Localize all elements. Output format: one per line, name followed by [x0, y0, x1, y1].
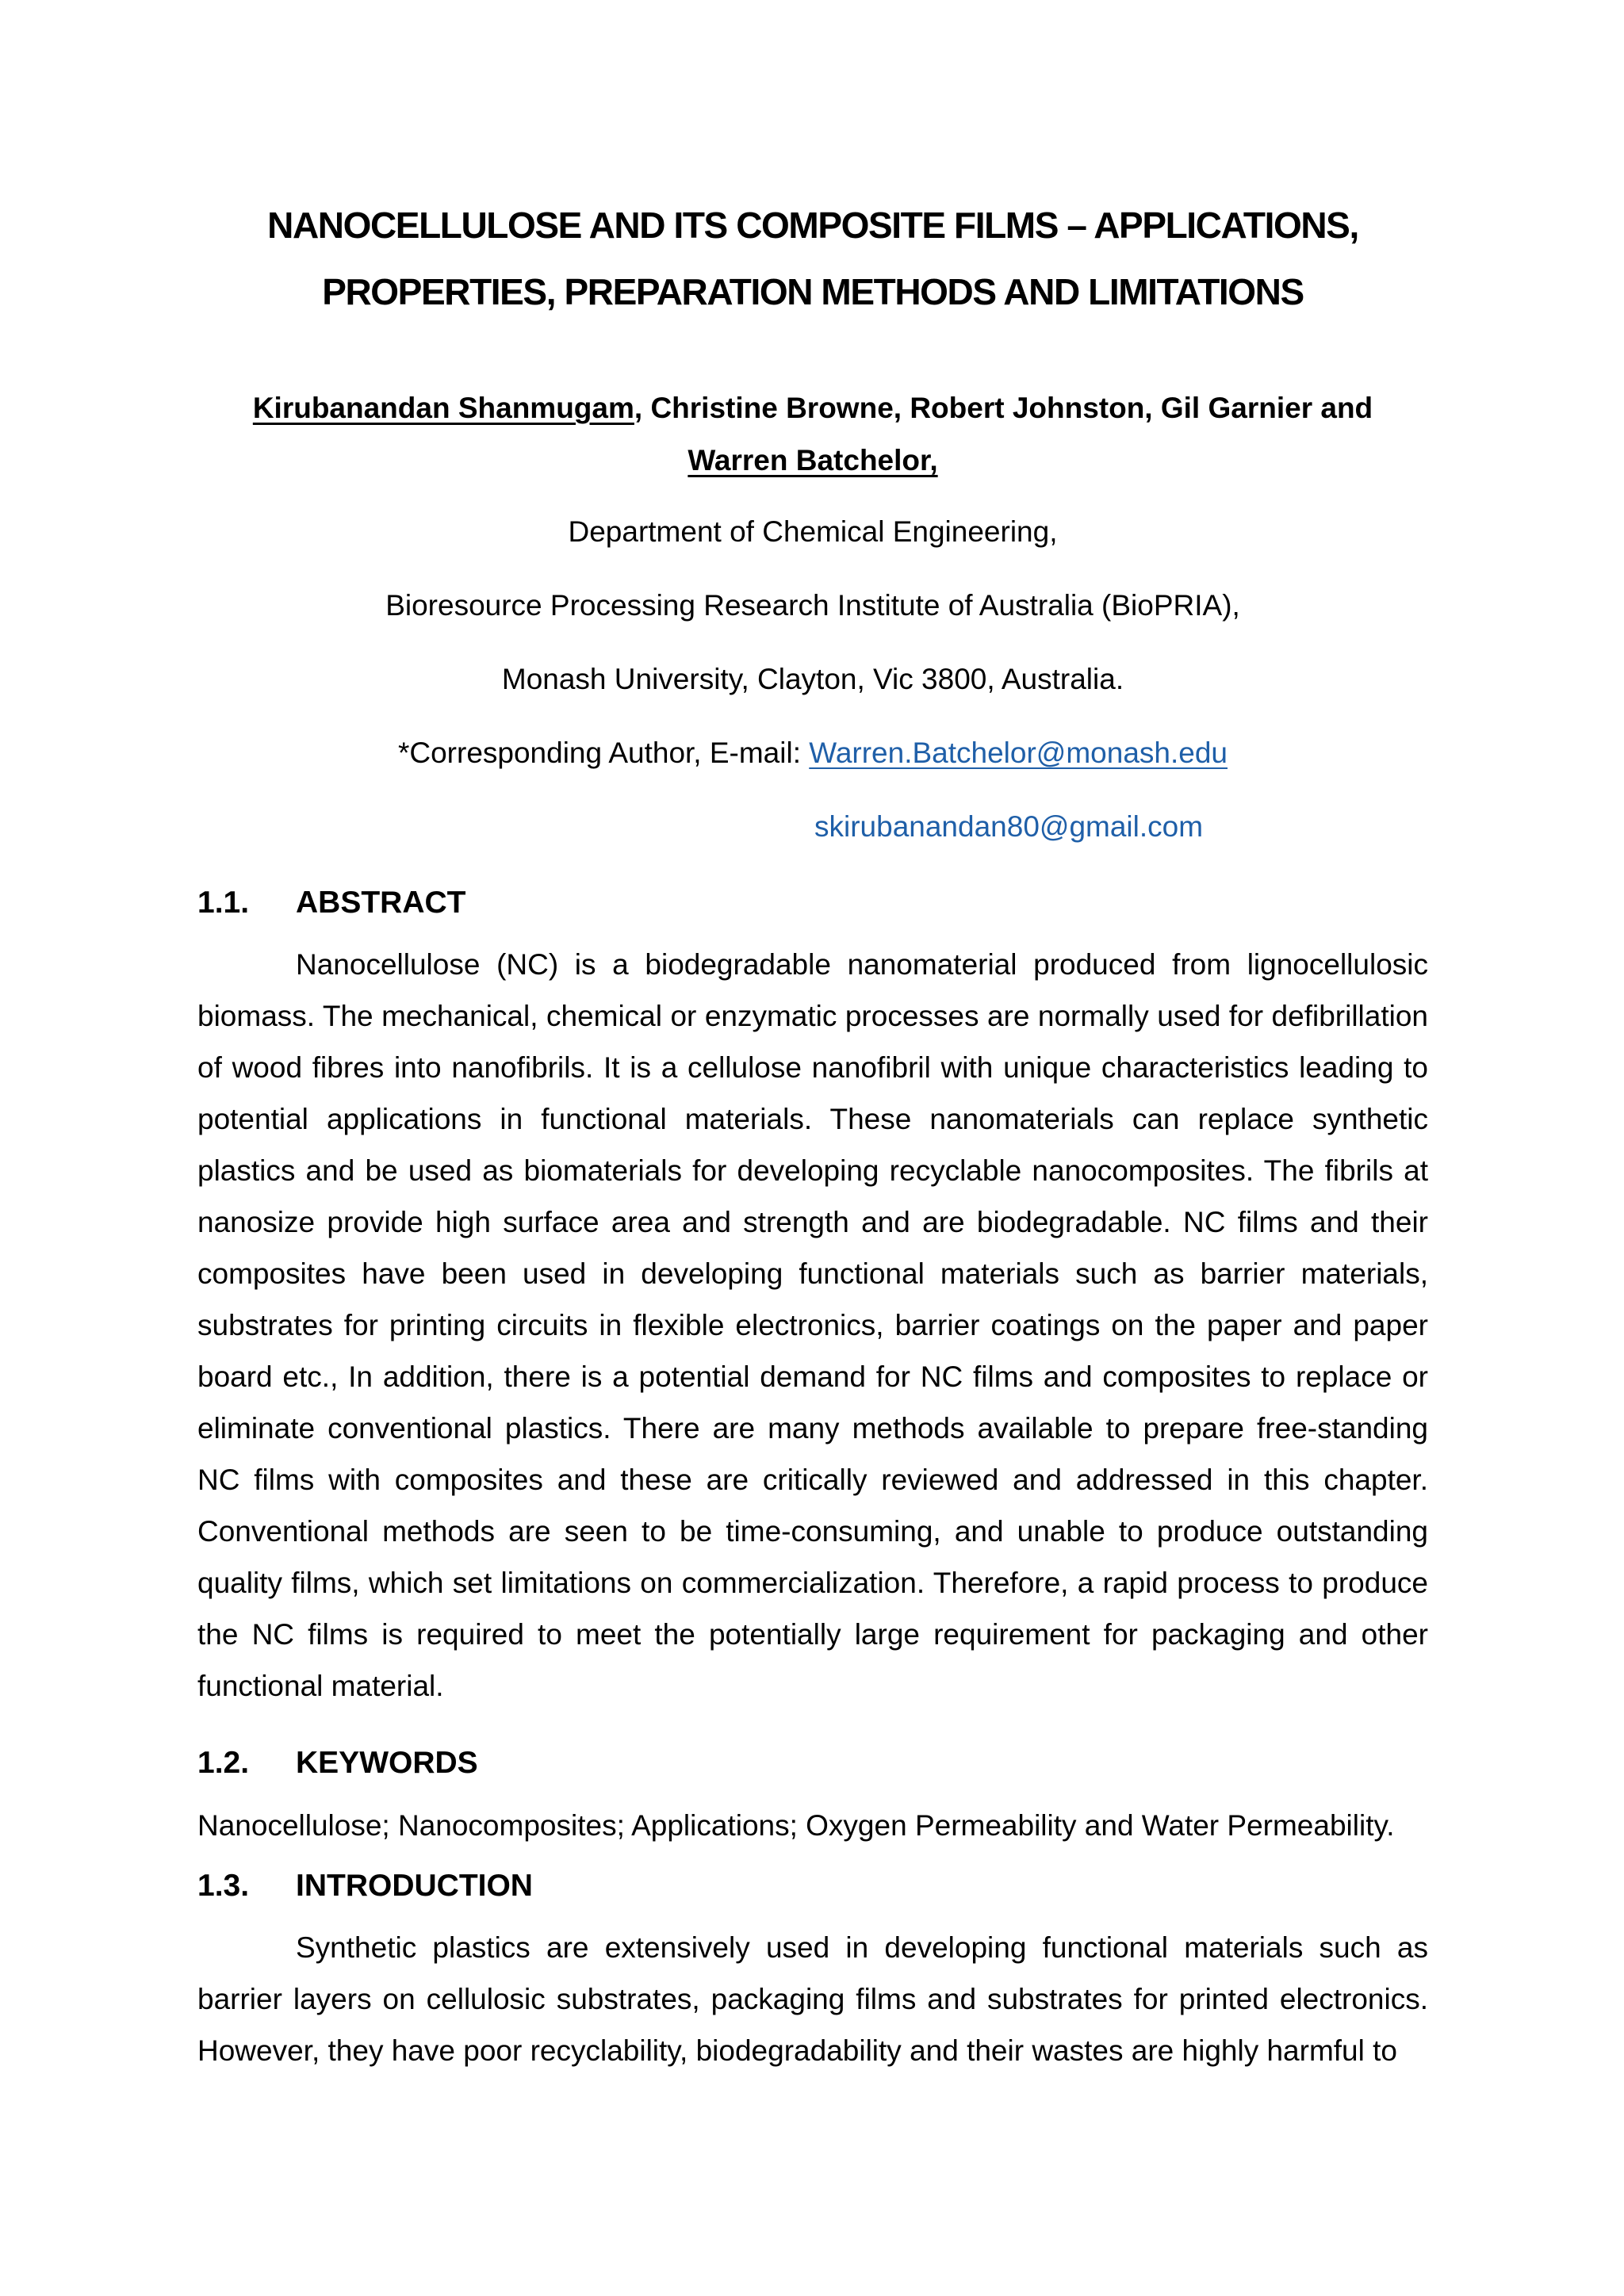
paper-title [198, 192, 1427, 325]
title-line-2: PROPERTIES, PREPARATION METHODS AND LIMITATIONS [322, 271, 1304, 312]
author-name-corresponding: Warren Batchelor, [688, 444, 938, 476]
section-number: 1.3. [197, 1869, 250, 1903]
abstract-text: Nanocellulose (NC) is a biodegradable nanomaterial produced from lignocellulosic biomass. The mechanical, chemical or enzymatic processes are normally used for defibrillation of wood fibres into nanofibrils. It is a cellulose nanofibril with unique characteristics leading to potential applications in functional materials. These nanomaterials can replace synthetic plastics and be used as biomaterials for developing recyclable nanocomposites. The fibrils at nanosize provide high surface area and strength and are biodegradable. NC films and their composites have been used in developing functional materials such as barrier materials, substrates for printing circuits in flexible electronics, barrier coatings on the paper and paper board etc., In addition, there is a potential demand for NC films and composites to replace or eliminate conventional plastics. There are many methods available to prepare free-standing NC films with composites and these are critically reviewed and addressed in this chapter. Conventional methods are seen to be time-consuming, and unable to produce outstanding quality films, which set limitations on commercialization. Therefore, a rapid process to produce the NC films is required to meet the potentially large requirement for packaging and other functional material. [197, 948, 1428, 1702]
author-line-1 [198, 382, 1427, 434]
affiliation-university: Monash University, Clayton, Vic 3800, Australia. [501, 663, 1124, 695]
introduction-text: Synthetic plastics are extensively used in developing functional materials such as barrier layers on cellulosic substrates, packaging films and substrates for printed electronics. However, they have poor recyclability, biodegradability and their wastes are highly harmful to [197, 1931, 1428, 2067]
author-line-2 [198, 434, 1427, 487]
author-list [198, 382, 1427, 487]
email-link-primary[interactable]: Warren.Batchelor@monash.edu [809, 737, 1228, 769]
author-names-coauthors: , Christine Browne, Robert Johnston, Gil Garnier and [634, 392, 1373, 424]
section-number: 1.2. [197, 1746, 250, 1780]
author-name-primary: Kirubanandan Shanmugam [252, 392, 634, 424]
section-heading-keywords [197, 1743, 478, 1783]
affiliation-department: Department of Chemical Engineering, [568, 515, 1058, 548]
section-heading-abstract [197, 883, 465, 923]
keywords-text: Nanocellulose; Nanocomposites; Applications; Oxygen Permeability and Water Permeability. [197, 1809, 1395, 1842]
corresponding-author-line [198, 735, 1427, 771]
corresponding-label: *Corresponding Author, E-mail: [397, 737, 810, 769]
email-link-secondary[interactable]: skirubanandan80@gmail.com [814, 810, 1204, 843]
section-title: INTRODUCTION [296, 1869, 533, 1903]
section-title: KEYWORDS [296, 1746, 478, 1780]
affiliation-institute: Bioresource Processing Research Institute of Australia (BioPRIA), [385, 589, 1240, 622]
section-heading-introduction [197, 1866, 533, 1906]
email-secondary [814, 809, 1369, 845]
section-title: ABSTRACT [296, 886, 466, 920]
title-line-1: NANOCELLULOSE AND ITS COMPOSITE FILMS – APPLICATIONS, [267, 205, 1358, 246]
section-number: 1.1. [197, 886, 250, 920]
